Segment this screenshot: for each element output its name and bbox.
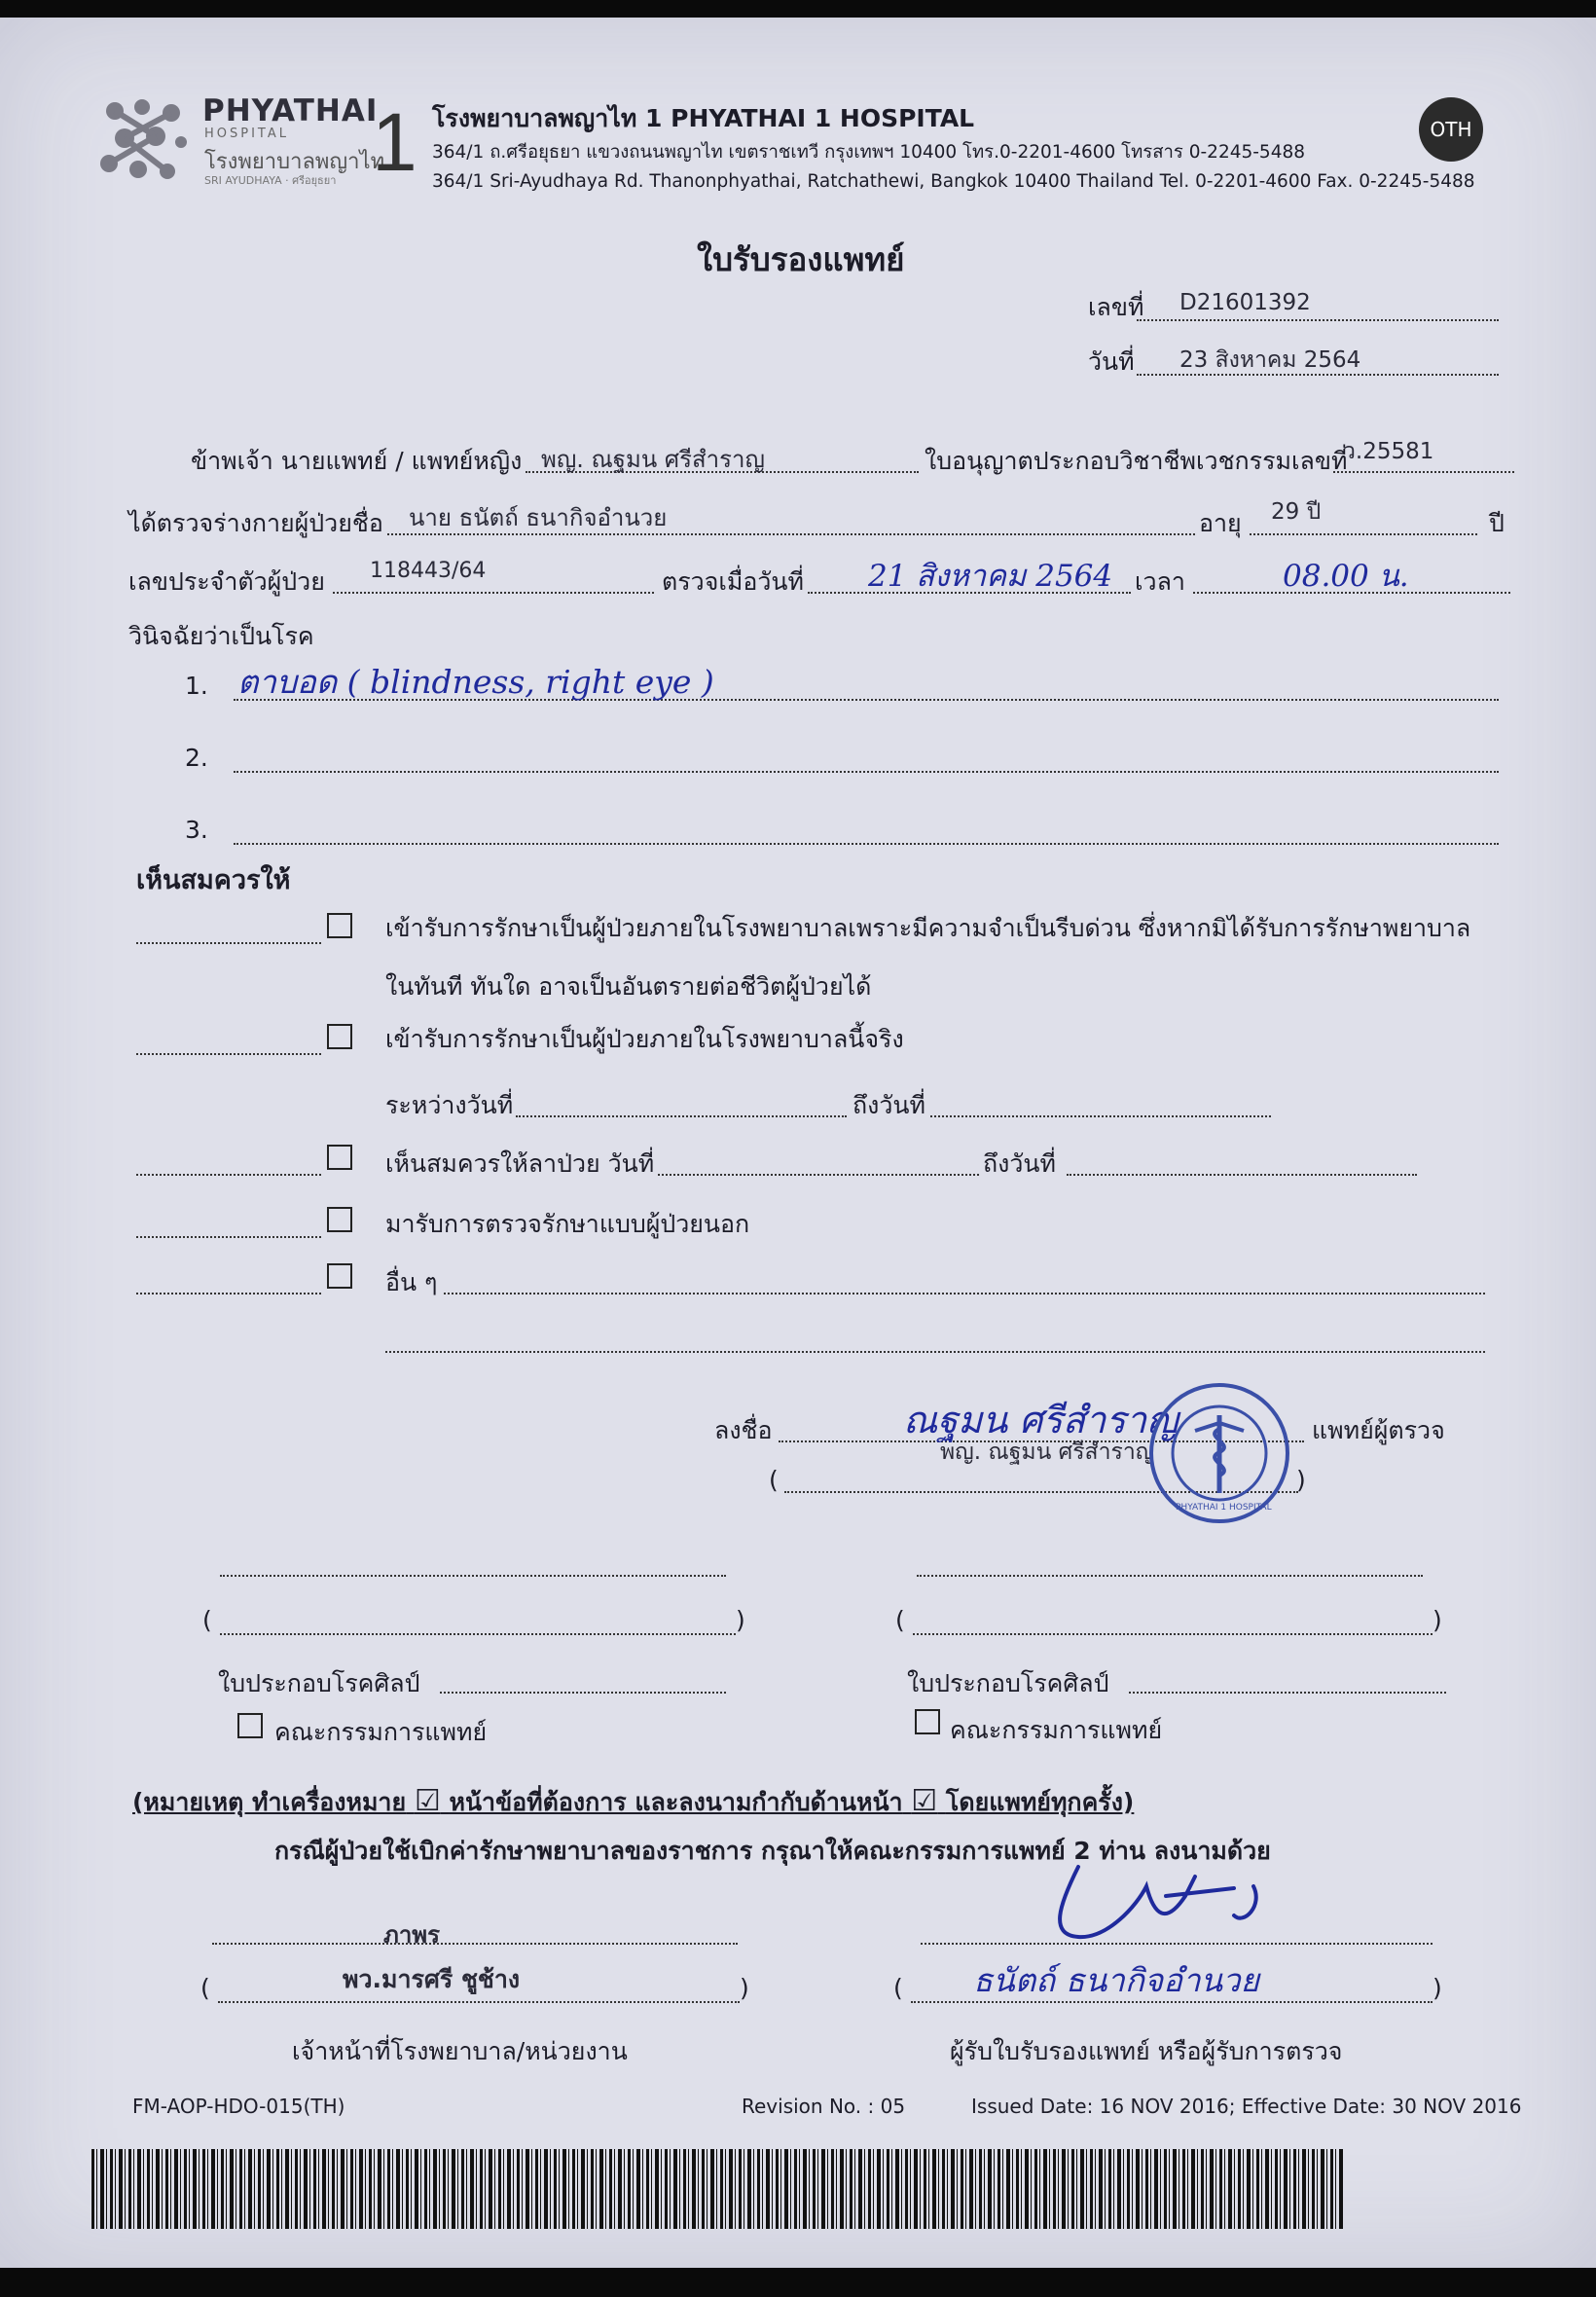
- patient-name: นาย ธนัตถ์ ธนากิจอำนวย: [409, 504, 668, 531]
- note-check-icon-2: ☑: [911, 1784, 938, 1818]
- number-value: D21601392: [1179, 290, 1311, 315]
- committee-left-checkbox[interactable]: [237, 1713, 263, 1738]
- committee-left-paren-l: (: [202, 1606, 212, 1634]
- opt3-sign-line: [136, 1174, 321, 1176]
- opt5-sign-line: [136, 1293, 321, 1294]
- note-check-icon-1: ☑: [414, 1784, 441, 1818]
- staff-paren-l: (: [200, 1974, 210, 2002]
- age-line: [1250, 533, 1477, 535]
- doctor-role: แพทย์ผู้ตรวจ: [1312, 1416, 1445, 1444]
- diagnosis-num-2: 2.: [185, 744, 208, 772]
- address-english: 364/1 Sri-Ayudhaya Rd. Thanonphyathai, Ratchathewi, Bangkok 10400 Thailand Tel. 0-2201-4600 Fax. 0-2245-5488: [432, 171, 1475, 192]
- opt2-from-line: [516, 1115, 847, 1117]
- staff-signature-scribble: ภาพร: [383, 1921, 441, 1949]
- license-label: ใบอนุญาตประกอบวิชาชีพเวชกรรมเลขที่: [925, 447, 1348, 475]
- opt3-to-line: [1067, 1174, 1417, 1176]
- committee-right-name-line: [913, 1633, 1433, 1635]
- logo-thai: โรงพยาบาลพญาไท: [204, 150, 385, 174]
- opt1-text: เข้ารับการรักษาเป็นผู้ป่วยภายในโรงพยาบาลเพราะมีความจำเป็นรีบด่วน ซึ่งหากมิได้รับการรักษาพยาบาล: [385, 914, 1471, 942]
- note-part-b: หน้าข้อที่ต้องการ และลงนามกำกับด้านหน้า: [449, 1788, 903, 1816]
- staff-paren-r: ): [740, 1974, 749, 2002]
- diagnosis-line-2: [234, 771, 1499, 773]
- diagnosis-1: ตาบอด ( blindness, right eye ): [237, 663, 714, 701]
- number-label: เลขที่: [1088, 293, 1144, 321]
- diagnosis-label: วินิจฉัยว่าเป็นโรค: [128, 622, 314, 650]
- revision: Revision No. : 05: [742, 2095, 906, 2118]
- committee-left-license-label: ใบประกอบโรคศิลป์: [218, 1669, 420, 1697]
- opt3-from-line: [658, 1174, 979, 1176]
- staff-sign-line: [212, 1943, 738, 1945]
- certificate-paper: [0, 18, 1596, 2268]
- patient-id-line: [333, 592, 654, 594]
- note-part-c: โดยแพทย์ทุกครั้ง): [945, 1788, 1135, 1816]
- opt2-text: เข้ารับการรักษาเป็นผู้ป่วยภายในโรงพยาบาลนี้จริง: [385, 1025, 904, 1053]
- doctor-printed-name: พญ. ณฐมน ศรีสำราญ: [940, 1440, 1155, 1465]
- doctor-label: ข้าพเจ้า นายแพทย์ / แพทย์หญิง: [191, 447, 523, 475]
- opt2-from-label: ระหว่างวันที่: [385, 1091, 514, 1119]
- address-thai: 364/1 ถ.ศรีอยุธยา แขวงถนนพญาไท เขตราชเทวี กรุงเทพฯ 10400 โทร.0-2201-4600 โทรสาร 0-2245-5488: [432, 142, 1306, 163]
- seal-text: PHYATHAI 1 HOSPITAL: [1176, 1503, 1272, 1513]
- time-label: เวลา: [1135, 567, 1185, 596]
- committee-right-checkbox[interactable]: [915, 1709, 940, 1734]
- recommend-label: เห็นสมควรให้: [136, 865, 291, 895]
- recipient-role: ผู้รับใบรับรองแพทย์ หรือผู้รับการตรวจ: [950, 2037, 1343, 2065]
- sign-paren-right: ): [1296, 1466, 1306, 1494]
- opt1-checkbox[interactable]: [327, 913, 352, 938]
- committee-left-sign-line: [220, 1575, 726, 1577]
- age-unit: ปี: [1489, 509, 1505, 537]
- opt4-sign-line: [136, 1236, 321, 1238]
- logo-sub: SRI AYUDHAYA · ศรีอยุธยา: [204, 174, 337, 187]
- opt4-text: มารับการตรวจรักษาแบบผู้ป่วยนอก: [385, 1210, 750, 1238]
- note-line1: [132, 1783, 1134, 1822]
- sign-paren-left: (: [769, 1466, 779, 1494]
- opt5-text: อื่น ๆ: [385, 1268, 438, 1296]
- diagnosis-num-1: 1.: [185, 672, 208, 700]
- opt1-cont: ในทันที ทันใด อาจเป็นอันตรายต่อชีวิตผู้ป่วยได้: [385, 972, 872, 1001]
- exam-date-value: 21 สิงหาคม 2564: [868, 559, 1113, 594]
- hospital-logo-icon: [95, 93, 193, 191]
- doctor-signature-scribble: ณฐมน ศรีสำราญ: [903, 1399, 1179, 1441]
- document-title: ใบรับรองแพทย์: [697, 240, 905, 278]
- date-value: 23 สิงหาคม 2564: [1179, 347, 1361, 373]
- issued-date: Issued Date: 16 NOV 2016; Effective Date: 30 NOV 2016: [971, 2095, 1522, 2118]
- patient-id-label: เลขประจำตัวผู้ป่วย: [128, 567, 325, 596]
- committee-right-sign-line: [917, 1575, 1423, 1577]
- recipient-paren-l: (: [893, 1974, 903, 2002]
- opt2-checkbox[interactable]: [327, 1024, 352, 1049]
- sign-label: ลงชื่อ: [714, 1416, 773, 1444]
- recipient-paren-r: ): [1433, 1974, 1442, 2002]
- opt2-sign-line: [136, 1053, 321, 1055]
- barcode: [91, 2149, 1343, 2229]
- opt1-sign-line: [136, 942, 321, 944]
- age-label: อายุ: [1199, 509, 1242, 537]
- license-value: ว.25581: [1343, 439, 1434, 464]
- opt3-checkbox[interactable]: [327, 1145, 352, 1170]
- committee-left-name-line: [220, 1633, 736, 1635]
- staff-name-line: [218, 2001, 740, 2003]
- opt2-to-label: ถึงวันที่: [852, 1091, 925, 1119]
- committee-right-label: คณะกรรมการแพทย์: [950, 1716, 1163, 1744]
- committee-left-label: คณะกรรมการแพทย์: [274, 1718, 488, 1746]
- opt3-to-label: ถึงวันที่: [983, 1149, 1056, 1178]
- patient-name-label: ได้ตรวจร่างกายผู้ป่วยชื่อ: [128, 509, 383, 537]
- note-line2: กรณีผู้ป่วยใช้เบิกค่ารักษาพยาบาลของราชการ กรุณาให้คณะกรรมการแพทย์ 2 ท่าน ลงนามด้วย: [274, 1837, 1271, 1865]
- committee-left-license-line: [440, 1692, 726, 1694]
- staff-name: พว.มารศรี ชูช้าง: [343, 1965, 521, 1993]
- logo-brand: PHYATHAI: [202, 93, 379, 128]
- note-part-a: (หมายเหตุ ทำเครื่องหมาย: [132, 1788, 407, 1816]
- age-value: 29 ปี: [1271, 499, 1322, 525]
- opt5-line: [444, 1293, 1485, 1294]
- committee-left-paren-r: ): [736, 1606, 745, 1634]
- staff-role: เจ้าหน้าที่โรงพยาบาล/หน่วยงาน: [292, 2037, 628, 2065]
- number-line: [1137, 319, 1499, 321]
- form-code: FM-AOP-HDO-015(TH): [132, 2095, 345, 2118]
- committee-right-license-line: [1129, 1692, 1446, 1694]
- exam-date-label: ตรวจเมื่อวันที่: [662, 567, 804, 596]
- opt5-checkbox[interactable]: [327, 1263, 352, 1289]
- committee-right-license-label: ใบประกอบโรคศิลป์: [907, 1669, 1109, 1697]
- doctor-name: พญ. ณฐมน ศรีสำราญ: [541, 446, 765, 473]
- opt5-line-2: [385, 1351, 1485, 1353]
- logo-number: 1: [372, 96, 417, 188]
- diagnosis-line-3: [234, 843, 1499, 845]
- time-value: 08.00 น.: [1283, 559, 1409, 594]
- hospital-name: โรงพยาบาลพญาไท 1 PHYATHAI 1 HOSPITAL: [432, 104, 975, 132]
- logo-hospital: HOSPITAL: [204, 127, 290, 141]
- oth-badge: OTH: [1419, 97, 1483, 162]
- diagnosis-num-3: 3.: [185, 816, 208, 844]
- committee-right-paren-l: (: [895, 1606, 905, 1634]
- opt2-to-line: [930, 1115, 1271, 1117]
- recipient-name: ธนัตถ์ ธนากิจอำนวย: [973, 1961, 1259, 1999]
- license-line: [1333, 471, 1514, 473]
- patient-id-value: 118443/64: [370, 559, 487, 583]
- opt3-text: เห็นสมควรให้ลาป่วย วันที่: [385, 1149, 655, 1178]
- opt4-checkbox[interactable]: [327, 1207, 352, 1232]
- date-label: วันที่: [1088, 347, 1135, 376]
- committee-right-paren-r: ): [1433, 1606, 1442, 1634]
- recipient-signature-icon: [1039, 1847, 1292, 1954]
